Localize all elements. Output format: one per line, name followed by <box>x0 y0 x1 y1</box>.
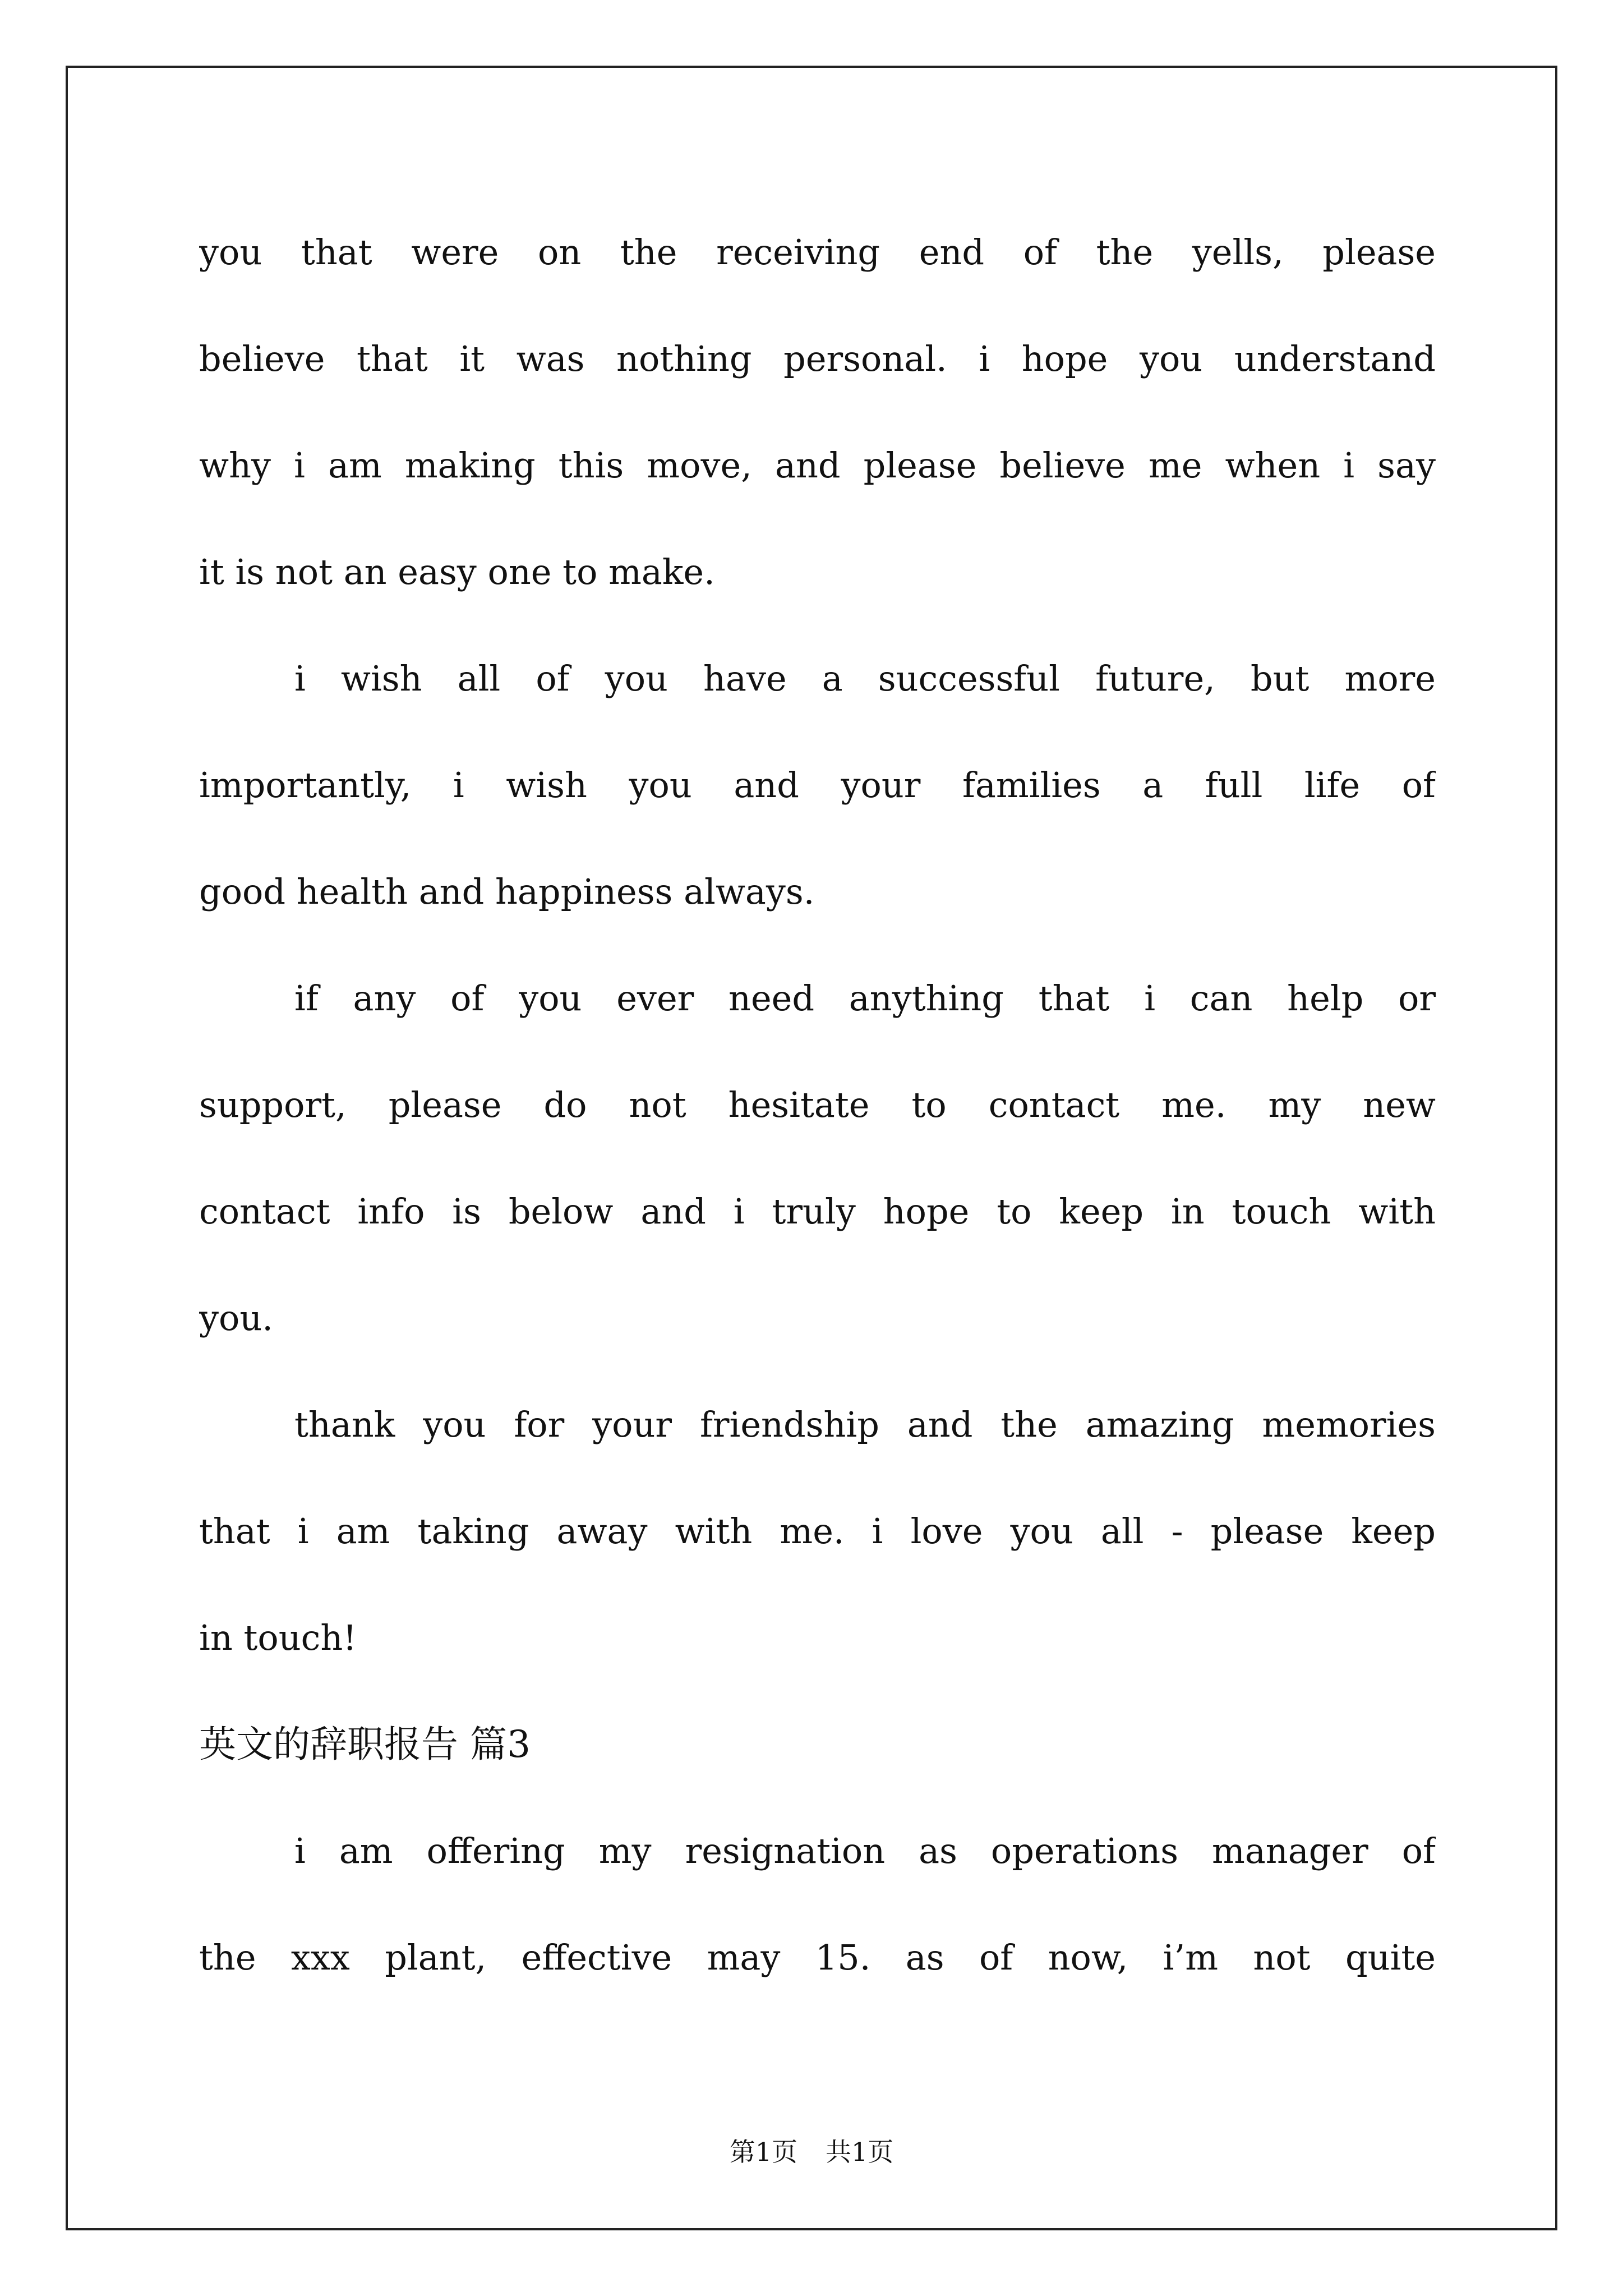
text-line: it is not an easy one to make. <box>199 551 715 592</box>
text-line: good health and happiness always. <box>199 871 815 912</box>
document-body <box>199 222 1436 2033</box>
text-line: the xxx plant, effective may 15. as of now, i’m not quite <box>199 1937 1436 1978</box>
text-line: that i am taking away with me. i love you all - please keep <box>199 1511 1436 1552</box>
text-line: support, please do not hesitate to contact me. my new <box>199 1084 1436 1125</box>
text-line: contact info is below and i truly hope to keep in touch with <box>199 1191 1436 1232</box>
text-line: thank you for your friendship and the amazing memories <box>294 1404 1436 1445</box>
text-line: i am offering my resignation as operations manager of <box>294 1830 1436 1871</box>
text-line: in touch! <box>199 1617 357 1658</box>
text-line: you that were on the receiving end of the yells, please <box>199 232 1436 273</box>
total-pages: 共1页 <box>826 2137 894 2167</box>
text-line: i wish all of you have a successful future, but more <box>294 658 1436 699</box>
page-footer <box>0 2132 1623 2169</box>
text-line: you. <box>199 1297 273 1338</box>
text-line: importantly, i wish you and your families a full life of <box>199 765 1436 806</box>
text-line: believe that it was nothing personal. i hope you understand <box>199 338 1436 379</box>
text-line: why i am making this move, and please believe me when i say <box>199 445 1436 486</box>
page-number: 第1页 <box>729 2137 797 2167</box>
section-heading: 英文的辞职报告 篇3 <box>199 1723 531 1766</box>
text-line: if any of you ever need anything that i can help or <box>294 978 1436 1019</box>
